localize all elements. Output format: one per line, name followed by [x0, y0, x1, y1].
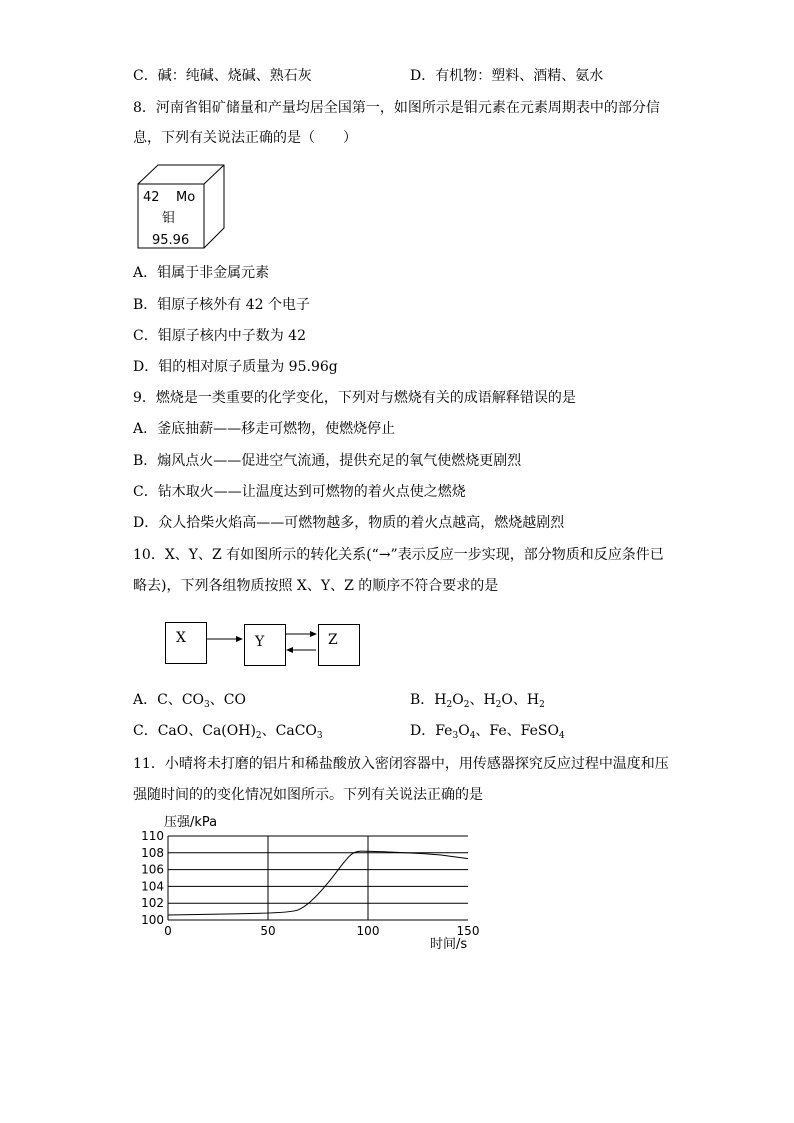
- element-symbol: Mo: [176, 190, 196, 205]
- q10-option-d: D．$Fe_3O_4$、Fe、FeSO$_4$: [410, 723, 565, 741]
- q9-option-d: D．众人拾柴火焰高——可燃物越多，物质的着火点越高，燃烧越剧烈: [133, 515, 565, 531]
- q9-stem: 9．燃烧是一类重要的化学变化，下列对与燃烧有关的成语解释错误的是: [133, 390, 576, 406]
- q10-stem-line1: 10．X、Y、Z 有如图所示的转化关系(“→”表示反应一步实现，部分物质和反应条件已: [133, 547, 664, 563]
- q10-option-c: C．CaO、$Ca(OH)_2$、CaCO$_3$: [133, 723, 323, 741]
- q8-option-c: C．钼原子核内中子数为 42: [133, 328, 306, 344]
- q8-stem-line1: 8．河南省钼矿储量和产量均居全国第一，如图所示是钼元素在元素周期表中的部分信: [133, 100, 660, 116]
- q9-option-c: C．钻木取火——让温度达到可燃物的着火点使之燃烧: [133, 484, 466, 500]
- y-tick-label: 104: [141, 879, 164, 894]
- x-tick-label: 50: [260, 924, 276, 938]
- q10-option-a: A．C、$CO_3$、CO: [133, 692, 246, 710]
- label-y: Y: [255, 634, 265, 650]
- q7-option-d: D．有机物：塑料、酒精、氨水: [410, 68, 604, 84]
- element-name: 钼: [162, 211, 176, 226]
- y-tick-label: 106: [141, 862, 164, 877]
- element-number: 42: [143, 190, 160, 205]
- q8-option-a: A．钼属于非金属元素: [133, 265, 270, 281]
- label-z: Z: [328, 632, 338, 648]
- x-tick-label: 100: [356, 924, 380, 938]
- x-tick-label: 0: [164, 924, 172, 938]
- q9-option-b: B．煽风点火——促进空气流通，提供充足的氧气使燃烧更剧烈: [133, 453, 522, 469]
- pressure-chart: [120, 810, 500, 960]
- q8-stem-line2: 息，下列有关说法正确的是（ ）: [133, 130, 357, 146]
- y-tick-label: 110: [141, 829, 164, 843]
- q11-stem-line2: 强随时间的的变化情况如图所示。下列有关说法正确的是: [133, 787, 483, 803]
- element-mass: 95.96: [152, 233, 190, 248]
- y-tick-label: 108: [141, 845, 164, 860]
- pressure-series-line: [168, 851, 468, 915]
- q7-option-c: C．碱：纯碱、烧碱、熟石灰: [133, 68, 312, 84]
- q8-option-d: D．钼的相对原子质量为 95.96g: [133, 359, 338, 375]
- q10-stem-line2: 略去)，下列各组物质按照 X、Y、Z 的顺序不符合要求的是: [133, 578, 499, 594]
- x-axis-label: 时间/s: [430, 937, 468, 952]
- x-tick-label: 150: [456, 924, 480, 938]
- y-tick-label: 102: [141, 896, 164, 911]
- q9-option-a: A．釜底抽薪——移走可燃物，使燃烧停止: [133, 421, 396, 437]
- q10-option-b: B．$H_2O_2$、$H_2O$、$H_2$: [410, 692, 545, 710]
- q11-stem-line1: 11．小晴将未打磨的铝片和稀盐酸放入密闭容器中，用传感器探究反应过程中温度和压: [133, 756, 669, 772]
- label-x: X: [176, 630, 186, 646]
- q8-option-b: B．钼原子核外有 42 个电子: [133, 297, 311, 313]
- y-tick-label: 100: [141, 913, 164, 927]
- y-axis-label: 压强/kPa: [164, 815, 218, 830]
